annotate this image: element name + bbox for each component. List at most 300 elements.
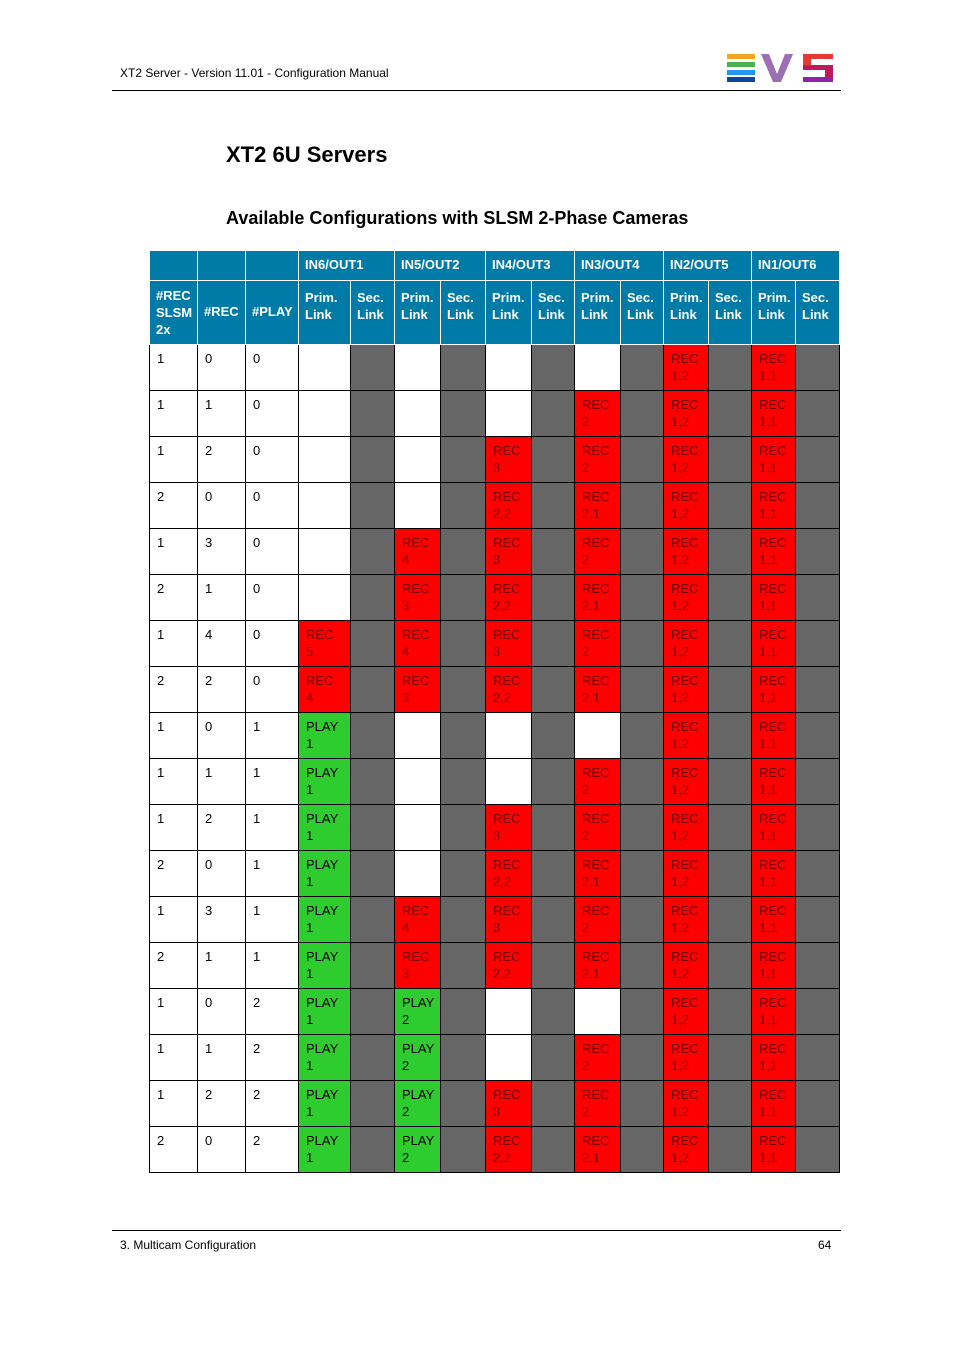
sec-link-cell [532, 943, 575, 989]
prim-link-cell: REC 2,2 [486, 1127, 532, 1173]
sec-link-cell [796, 483, 840, 529]
sec-link-cell [621, 805, 664, 851]
play-count: 0 [246, 391, 299, 437]
sec-link-cell [796, 1127, 840, 1173]
rec-count: 2 [198, 805, 246, 851]
play-count: 2 [246, 1035, 299, 1081]
play-count: 0 [246, 575, 299, 621]
prim-link-cell [299, 575, 351, 621]
sec-link-cell [709, 989, 752, 1035]
table-row [150, 759, 840, 805]
section-subtitle: Available Configurations with SLSM 2-Phase Cameras [226, 208, 689, 228]
rec-count: 1 [198, 1035, 246, 1081]
prim-link-cell: REC 1,2 [664, 621, 709, 667]
sec-link-cell [441, 1035, 486, 1081]
prim-link-cell: PLAY 1 [299, 989, 351, 1035]
prim-link-cell: REC 1,1 [752, 897, 796, 943]
prim-link-cell: REC 4 [299, 667, 351, 713]
prim-link-cell [575, 713, 621, 759]
prim-link-cell: REC 3 [395, 575, 441, 621]
sec-link-cell [796, 345, 840, 391]
prim-link-cell: REC 3 [486, 529, 532, 575]
prim-link-cell: PLAY 1 [299, 1081, 351, 1127]
sec-link-cell [532, 437, 575, 483]
rec-count: 3 [198, 529, 246, 575]
table-row [150, 989, 840, 1035]
sec-link-cell [351, 529, 395, 575]
group-header-row [150, 251, 840, 281]
prim-link-cell [299, 529, 351, 575]
sec-link-cell [796, 759, 840, 805]
sec-link-cell [796, 391, 840, 437]
prim-link-cell [486, 345, 532, 391]
play-count: 2 [246, 989, 299, 1035]
rec-slsm-count: 1 [150, 391, 198, 437]
rec-slsm-count: 1 [150, 897, 198, 943]
prim-link-cell: REC 1,2 [664, 1127, 709, 1173]
rec-slsm-count: 2 [150, 575, 198, 621]
sec-link-cell [351, 1081, 395, 1127]
rec-count: 1 [198, 943, 246, 989]
sec-link-header: Sec. Link [532, 281, 575, 345]
prim-link-cell: PLAY 2 [395, 1127, 441, 1173]
sec-link-cell [441, 989, 486, 1035]
sec-link-cell [796, 575, 840, 621]
rec-slsm-count: 2 [150, 483, 198, 529]
sec-link-cell [709, 529, 752, 575]
prim-link-cell: REC 1,2 [664, 1035, 709, 1081]
play-count: 0 [246, 621, 299, 667]
prim-link-cell: REC 2,2 [486, 667, 532, 713]
prim-link-cell: REC 1,2 [664, 943, 709, 989]
sec-link-cell [709, 483, 752, 529]
prim-link-cell: REC 1,2 [664, 989, 709, 1035]
prim-link-cell: REC 1,1 [752, 621, 796, 667]
prim-link-cell [395, 345, 441, 391]
prim-link-cell: REC 1,1 [752, 851, 796, 897]
prim-link-cell: REC 3 [486, 805, 532, 851]
prim-link-cell: REC 2,1 [575, 1127, 621, 1173]
prim-link-cell: REC 1,2 [664, 667, 709, 713]
group-header: IN4/OUT3 [486, 251, 575, 281]
play-count: 0 [246, 483, 299, 529]
sec-link-cell [796, 943, 840, 989]
sec-link-cell [709, 345, 752, 391]
prim-link-cell: REC 3 [395, 943, 441, 989]
prim-link-cell: REC 1,1 [752, 345, 796, 391]
sec-link-cell [351, 345, 395, 391]
sec-link-cell [532, 667, 575, 713]
prim-link-cell: REC 1,1 [752, 1127, 796, 1173]
group-header: IN2/OUT5 [664, 251, 752, 281]
rec-count: 0 [198, 851, 246, 897]
prim-link-cell: REC 3 [395, 667, 441, 713]
prim-link-cell: REC 2,2 [486, 575, 532, 621]
sec-link-cell [441, 1127, 486, 1173]
prim-link-cell [486, 1035, 532, 1081]
sec-link-cell [532, 805, 575, 851]
prim-link-header: Prim. Link [395, 281, 441, 345]
prim-link-cell: REC 2 [575, 391, 621, 437]
table-row [150, 1127, 840, 1173]
rec-count: 2 [198, 437, 246, 483]
prim-link-cell [486, 713, 532, 759]
table-row [150, 345, 840, 391]
group-header: IN3/OUT4 [575, 251, 664, 281]
sec-link-cell [532, 713, 575, 759]
prim-link-header: Prim. Link [299, 281, 351, 345]
sec-link-cell [351, 391, 395, 437]
rec-slsm-count: 1 [150, 437, 198, 483]
sec-link-cell [709, 1127, 752, 1173]
prim-link-cell: PLAY 2 [395, 1081, 441, 1127]
sec-link-header: Sec. Link [709, 281, 752, 345]
sec-link-cell [441, 345, 486, 391]
sec-link-header: Sec. Link [621, 281, 664, 345]
empty-header [246, 251, 299, 281]
table-row [150, 483, 840, 529]
prim-link-cell: PLAY 1 [299, 897, 351, 943]
sec-link-cell [621, 667, 664, 713]
sec-link-cell [441, 713, 486, 759]
prim-link-cell [299, 391, 351, 437]
rec-slsm-count: 1 [150, 345, 198, 391]
sec-link-cell [532, 345, 575, 391]
sec-link-cell [709, 943, 752, 989]
prim-link-cell: REC 4 [395, 621, 441, 667]
header-divider [112, 90, 841, 91]
prim-link-cell: REC 1,1 [752, 713, 796, 759]
prim-link-cell [395, 713, 441, 759]
prim-link-cell: PLAY 1 [299, 713, 351, 759]
prim-link-cell: REC 1,2 [664, 713, 709, 759]
sec-link-cell [796, 1081, 840, 1127]
rec-count: 4 [198, 621, 246, 667]
sec-link-cell [351, 621, 395, 667]
sec-link-cell [441, 805, 486, 851]
play-count: 0 [246, 667, 299, 713]
sec-link-cell [441, 529, 486, 575]
sec-link-cell [796, 897, 840, 943]
prim-link-cell: REC 1,1 [752, 805, 796, 851]
prim-link-cell: REC 2 [575, 805, 621, 851]
rec-count: 3 [198, 897, 246, 943]
prim-link-cell [486, 759, 532, 805]
sec-link-cell [709, 759, 752, 805]
sec-link-cell [441, 851, 486, 897]
sec-link-cell [796, 851, 840, 897]
play-count: 1 [246, 851, 299, 897]
play-count: 1 [246, 805, 299, 851]
prim-link-cell: REC 1,2 [664, 483, 709, 529]
rec-count: 0 [198, 989, 246, 1035]
rec-count: 0 [198, 713, 246, 759]
prim-link-cell [395, 483, 441, 529]
sec-link-cell [532, 897, 575, 943]
page-number: 64 [818, 1238, 832, 1252]
sec-link-cell [796, 1035, 840, 1081]
sec-link-cell [621, 437, 664, 483]
prim-link-cell [299, 345, 351, 391]
sec-link-cell [621, 483, 664, 529]
sec-link-cell [621, 851, 664, 897]
prim-link-cell: REC 3 [486, 621, 532, 667]
sec-link-cell [709, 391, 752, 437]
prim-link-cell: REC 5 [299, 621, 351, 667]
table-row [150, 391, 840, 437]
sec-link-cell [621, 759, 664, 805]
group-header: IN1/OUT6 [752, 251, 840, 281]
table-row [150, 621, 840, 667]
rec-slsm-count: 2 [150, 667, 198, 713]
prim-link-cell: PLAY 2 [395, 1035, 441, 1081]
sec-link-cell [709, 713, 752, 759]
prim-link-cell: REC 2 [575, 529, 621, 575]
sec-link-cell [532, 575, 575, 621]
play-count: 0 [246, 345, 299, 391]
prim-link-cell: REC 1,2 [664, 1081, 709, 1127]
play-count: 0 [246, 437, 299, 483]
sub-header-row [150, 281, 840, 345]
footer-divider [112, 1230, 841, 1231]
sec-link-cell [621, 529, 664, 575]
rec-count: 0 [198, 345, 246, 391]
rec-count: 1 [198, 575, 246, 621]
prim-link-cell: REC 1,1 [752, 759, 796, 805]
prim-link-cell: REC 2 [575, 897, 621, 943]
rec-header: #REC [198, 281, 246, 345]
group-header: IN5/OUT2 [395, 251, 486, 281]
rec-count: 1 [198, 391, 246, 437]
prim-link-cell: PLAY 1 [299, 1127, 351, 1173]
prim-link-cell: REC 1,2 [664, 437, 709, 483]
sec-link-cell [621, 897, 664, 943]
sec-link-cell [441, 943, 486, 989]
prim-link-header: Prim. Link [752, 281, 796, 345]
sec-link-cell [532, 483, 575, 529]
table-row [150, 943, 840, 989]
prim-link-cell [395, 805, 441, 851]
play-header: #PLAY [246, 281, 299, 345]
prim-link-cell: REC 1,2 [664, 805, 709, 851]
prim-link-cell: REC 1,1 [752, 391, 796, 437]
table-row [150, 897, 840, 943]
prim-link-cell [395, 851, 441, 897]
sec-link-cell [709, 805, 752, 851]
prim-link-header: Prim. Link [486, 281, 532, 345]
sec-link-cell [532, 529, 575, 575]
prim-link-header: Prim. Link [664, 281, 709, 345]
prim-link-cell [395, 391, 441, 437]
sec-link-cell [709, 575, 752, 621]
prim-link-cell: REC 4 [395, 529, 441, 575]
prim-link-cell: REC 1,2 [664, 759, 709, 805]
prim-link-cell: PLAY 1 [299, 943, 351, 989]
prim-link-cell: REC 2 [575, 1035, 621, 1081]
sec-link-cell [351, 1035, 395, 1081]
sec-link-cell [351, 759, 395, 805]
sec-link-cell [796, 713, 840, 759]
prim-link-cell: REC 1,1 [752, 989, 796, 1035]
sec-link-cell [621, 943, 664, 989]
sec-link-cell [441, 483, 486, 529]
sec-link-cell [621, 391, 664, 437]
rec-slsm-count: 1 [150, 805, 198, 851]
prim-link-cell: REC 1,1 [752, 1035, 796, 1081]
table-row [150, 851, 840, 897]
prim-link-cell [575, 989, 621, 1035]
group-header: IN6/OUT1 [299, 251, 395, 281]
sec-link-cell [796, 667, 840, 713]
sec-link-cell [441, 897, 486, 943]
rec-slsm-count: 1 [150, 529, 198, 575]
table-row [150, 1035, 840, 1081]
prim-link-cell: REC 1,2 [664, 345, 709, 391]
prim-link-cell: REC 1,1 [752, 943, 796, 989]
sec-link-cell [709, 1081, 752, 1127]
sec-link-cell [532, 989, 575, 1035]
play-count: 2 [246, 1127, 299, 1173]
sec-link-cell [796, 989, 840, 1035]
prim-link-cell: REC 1,2 [664, 897, 709, 943]
sec-link-cell [709, 851, 752, 897]
sec-link-header: Sec. Link [796, 281, 840, 345]
rec-slsm-count: 1 [150, 713, 198, 759]
prim-link-cell: REC 3 [486, 437, 532, 483]
prim-link-cell [299, 437, 351, 483]
rec-slsm-count: 2 [150, 1127, 198, 1173]
rec-slsm-header: #REC SLSM 2x [150, 281, 198, 345]
sec-link-cell [441, 759, 486, 805]
rec-count: 1 [198, 759, 246, 805]
table-row [150, 529, 840, 575]
sec-link-cell [709, 621, 752, 667]
prim-link-cell: REC 1,2 [664, 391, 709, 437]
prim-link-cell: REC 3 [486, 1081, 532, 1127]
sec-link-cell [351, 437, 395, 483]
prim-link-cell: REC 2,1 [575, 483, 621, 529]
prim-link-cell: REC 1,2 [664, 851, 709, 897]
prim-link-cell: REC 1,1 [752, 1081, 796, 1127]
empty-header [150, 251, 198, 281]
prim-link-cell: REC 1,2 [664, 575, 709, 621]
prim-link-cell: REC 2,1 [575, 943, 621, 989]
play-count: 2 [246, 1081, 299, 1127]
sec-link-cell [621, 1127, 664, 1173]
play-count: 0 [246, 529, 299, 575]
sec-link-cell [351, 805, 395, 851]
document-title: XT2 Server - Version 11.01 - Configuration Manual [120, 66, 389, 80]
sec-link-cell [351, 713, 395, 759]
sec-link-cell [351, 667, 395, 713]
sec-link-cell [351, 943, 395, 989]
play-count: 1 [246, 713, 299, 759]
sec-link-cell [532, 851, 575, 897]
sec-link-cell [351, 1127, 395, 1173]
sec-link-cell [621, 989, 664, 1035]
prim-link-cell: REC 2,2 [486, 483, 532, 529]
sec-link-header: Sec. Link [441, 281, 486, 345]
rec-count: 0 [198, 483, 246, 529]
sec-link-cell [621, 1081, 664, 1127]
prim-link-cell: PLAY 2 [395, 989, 441, 1035]
play-count: 1 [246, 943, 299, 989]
prim-link-cell: PLAY 1 [299, 759, 351, 805]
sec-link-cell [441, 391, 486, 437]
sec-link-cell [709, 1035, 752, 1081]
sec-link-cell [621, 621, 664, 667]
sec-link-cell [351, 483, 395, 529]
sec-link-cell [532, 1127, 575, 1173]
sec-link-cell [351, 897, 395, 943]
prim-link-cell [395, 759, 441, 805]
sec-link-cell [532, 1081, 575, 1127]
sec-link-cell [796, 529, 840, 575]
table-row [150, 713, 840, 759]
prim-link-cell: REC 1,1 [752, 529, 796, 575]
sec-link-header: Sec. Link [351, 281, 395, 345]
prim-link-cell: REC 2,2 [486, 943, 532, 989]
prim-link-cell: REC 1,1 [752, 575, 796, 621]
prim-link-cell: REC 2,1 [575, 667, 621, 713]
sec-link-cell [532, 391, 575, 437]
prim-link-cell: REC 1,1 [752, 437, 796, 483]
play-count: 1 [246, 897, 299, 943]
prim-link-cell [395, 437, 441, 483]
prim-link-cell: REC 2 [575, 621, 621, 667]
rec-count: 0 [198, 1127, 246, 1173]
rec-slsm-count: 1 [150, 989, 198, 1035]
prim-link-cell: REC 2 [575, 1081, 621, 1127]
prim-link-cell: REC 2 [575, 437, 621, 483]
table-body [150, 345, 840, 1173]
rec-slsm-count: 1 [150, 621, 198, 667]
prim-link-cell: REC 1,1 [752, 667, 796, 713]
evs-logo [727, 54, 835, 82]
prim-link-cell: REC 2,1 [575, 851, 621, 897]
sec-link-cell [351, 851, 395, 897]
sec-link-cell [532, 1035, 575, 1081]
sec-link-cell [621, 1035, 664, 1081]
table-row [150, 805, 840, 851]
sec-link-cell [441, 621, 486, 667]
sec-link-cell [709, 437, 752, 483]
prim-link-cell: PLAY 1 [299, 851, 351, 897]
prim-link-cell [486, 391, 532, 437]
prim-link-cell: REC 2,2 [486, 851, 532, 897]
sec-link-cell [796, 621, 840, 667]
sec-link-cell [441, 1081, 486, 1127]
page-title: XT2 6U Servers [226, 142, 388, 167]
prim-link-cell: REC 2,1 [575, 575, 621, 621]
rec-slsm-count: 2 [150, 851, 198, 897]
prim-link-cell: REC 1,2 [664, 529, 709, 575]
prim-link-cell [299, 483, 351, 529]
prim-link-cell: REC 1,1 [752, 483, 796, 529]
configurations-table [149, 250, 840, 1173]
prim-link-cell [575, 345, 621, 391]
prim-link-cell: PLAY 1 [299, 1035, 351, 1081]
rec-slsm-count: 1 [150, 1081, 198, 1127]
prim-link-cell: REC 3 [486, 897, 532, 943]
empty-header [198, 251, 246, 281]
rec-count: 2 [198, 1081, 246, 1127]
table-row [150, 667, 840, 713]
play-count: 1 [246, 759, 299, 805]
table-row [150, 437, 840, 483]
sec-link-cell [532, 621, 575, 667]
table-row [150, 1081, 840, 1127]
